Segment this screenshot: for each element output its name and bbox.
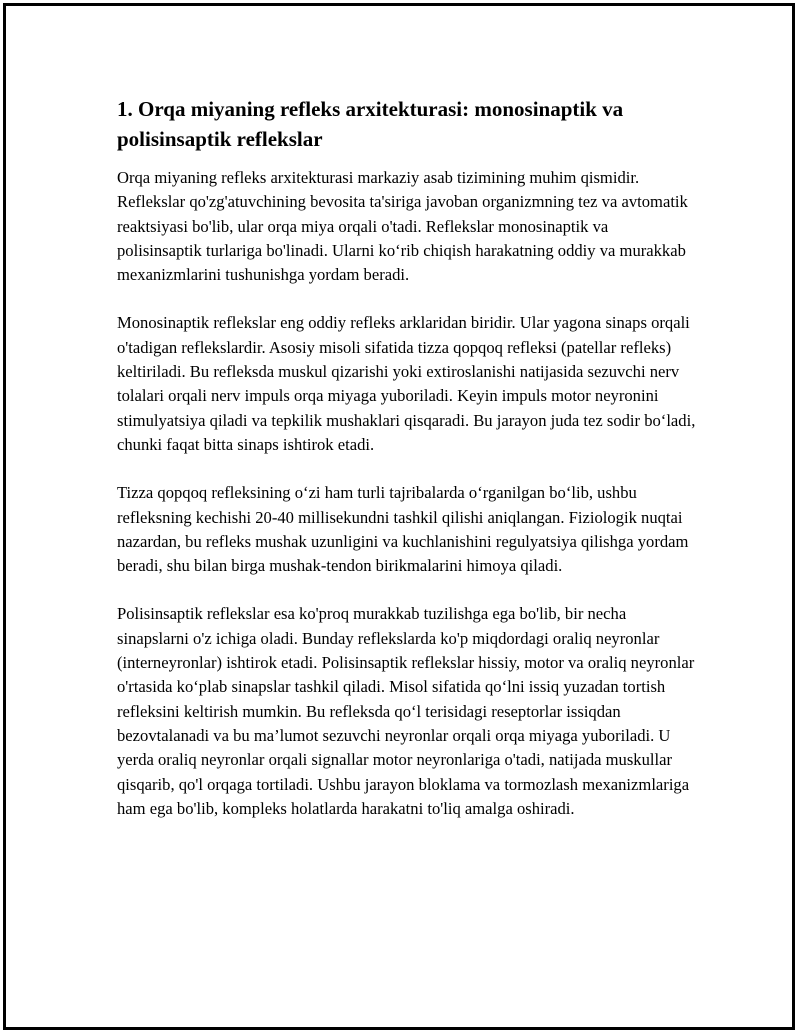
document-body: [117, 94, 697, 845]
paragraph-intro: Orqa miyaning refleks arxitekturasi markaziy asab tizimining muhim qismidir. Reflekslar qo'zg'atuvchining bevosita ta'siriga javoban organizmning tez va avtomatik reaktsiyasi bo'lib, ular orqa miya orqali o'tadi. Reflekslar monosinaptik va polisinsaptik turlariga bo'linadi. Ularni ko‘rib chiqish harakatning oddiy va murakkab mexanizmlarini tushunishga yordam beradi.: [117, 168, 688, 285]
paragraph-monosynaptic: Monosinaptik reflekslar eng oddiy refleks arklaridan biridir. Ular yagona sinaps orqali o'tadigan reflekslardir. Asosiy misoli sifatida tizza qopqoq refleksi (patellar refleks) keltiriladi. Bu refleksda muskul qizarishi yoki extiroslanishi natijasida sezuvchi nerv tolalari orqali nerv impuls orqa miyaga yuboriladi. Keyin impuls motor neyronini stimulyatsiya qiladi va tepkilik mushaklari qisqaradi. Bu jarayon juda tez sodir bo‘ladi, chunki faqat bitta sinaps ishtirok etadi.: [117, 313, 696, 454]
paragraph-knee-reflex: Tizza qopqoq refleksining o‘zi ham turli tajribalarda o‘rganilgan bo‘lib, ushbu refleksning kechishi 20-40 millisekundni tashkil qilishi aniqlangan. Fiziologik nuqtai nazardan, bu refleks mushak uzunligini va kuchlanishini regulyatsiya qilishga yordam beradi, shu bilan birga mushak-tendon birikmalarini himoya qiladi.: [117, 483, 689, 576]
paragraph-polysynaptic: Polisinsaptik reflekslar esa ko'proq murakkab tuzilishga ega bo'lib, bir necha sinapslarni o'z ichiga oladi. Bunday reflekslarda ko'p miqdordagi oraliq neyronlar (interneyronlar) ishtirok etadi. Polisinsaptik reflekslar hissiy, motor va oraliq neyronlar o'rtasida ko‘plab sinapslar tashkil qiladi. Misol sifatida qo‘lni issiq yuzadan tortish refleksini keltirish mumkin. Bu refleksda qo‘l terisidagi reseptorlar issiqdan bezovtalanadi va bu ma’lumot sezuvchi neyronlar orqali orqa miyaga yuboriladi. U yerda oraliq neyronlar orqali signallar motor neyronlariga o'tadi, natijada muskullar qisqarib, qo'l orqaga tortiladi. Ushbu jarayon bloklama va tormozlash mexanizmlariga ham ega bo'lib, kompleks holatlarda harakatni to'liq amalga oshiradi.: [117, 604, 695, 818]
section-heading: 1. Orqa miyaning refleks arxitekturasi: monosinaptik va polisinsaptik reflekslar: [117, 97, 624, 151]
